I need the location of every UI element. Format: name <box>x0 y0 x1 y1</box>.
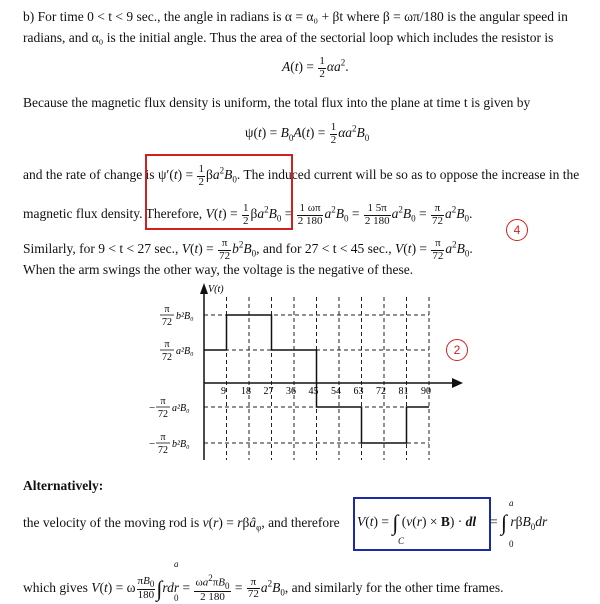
v-mid-equation: V(t) = $\frac{\pi}{72}$ $b^2B_0$ <box>181 237 257 262</box>
emf-result-equation: = ∫ rβB$_0$dr <box>490 510 548 535</box>
paragraph-8 <box>23 574 503 604</box>
y-axis-label: V(t) <box>208 284 224 295</box>
alt-heading: Alternatively: <box>23 478 104 493</box>
p6-text: When the arm swings the other way, the voltage is the negative of these. <box>23 262 414 277</box>
y-tick-minus-2: − <box>149 402 156 414</box>
annotation-circle-4: 4 <box>506 219 528 241</box>
flux-equation: $\psi(t) = B_0A(t)$ = $\frac{1}{2}$ $\alpha a^2B_0$ <box>245 121 370 146</box>
emf-upper-limit: a <box>509 498 514 508</box>
p1-line2-text: radians, and α₀ is the initial angle. Thus the area of the sectorial loop which includes the resistor is <box>23 30 554 45</box>
x-tick-label-0: 9 <box>221 386 226 397</box>
final-upper-limit: a <box>174 559 179 569</box>
y-tick-minus-3: − <box>149 438 156 450</box>
y-tick-tail-2: a²B₀ <box>172 403 190 414</box>
p2-text: Because the magnetic flux density is uniform, the total flux into the plane at time t is given by <box>23 95 531 110</box>
p7-start-text: the velocity of the moving rod is <box>23 515 200 530</box>
x-tick-label-8: 81 <box>398 386 409 397</box>
contour-label: C <box>398 536 405 546</box>
voltage-equation: V(t) = $\frac{1}{2}$ $\beta a^2B_0$ = $\frac{1 \omega\pi}{2 180}$ $a^2B_0$ = $\frac{1 5\pi}{2 180}$ $a^2B_0$ = $\frac{\pi}{72}$ $a^2B_0$. <box>205 202 473 227</box>
area-equation: A(t) = $\frac{1}{2}$ $\alpha a^2$. <box>282 55 349 80</box>
x-tick-label-3: 36 <box>286 386 296 397</box>
emf-lower-limit: 0 <box>509 539 514 549</box>
x-tick-label-5: 54 <box>331 386 341 397</box>
final-lower-limit: 0 <box>174 593 179 603</box>
y-tick-tail-3: b²B₀ <box>172 439 190 450</box>
y-tick-den-3: 72 <box>158 445 168 456</box>
x-axis-arrow <box>452 378 463 388</box>
p8-start-text: which gives <box>23 580 88 596</box>
y-axis-arrow <box>200 283 208 294</box>
y-tick-tail-0: b²B₀ <box>176 311 194 322</box>
p5-mid-text: , and for 27 < t < 45 sec., <box>256 241 392 257</box>
x-tick-label-4: 45 <box>308 386 319 397</box>
x-tick-label-2: 27 <box>263 386 274 397</box>
p5-start-text: Similarly, for 9 < t < 27 sec., <box>23 241 179 257</box>
y-tick-tail-1: a²B₀ <box>176 346 194 357</box>
emf-integral-equation: V(t) = ∫ (v(r) × B) · dl <box>357 510 477 535</box>
y-tick-den-0: 72 <box>162 317 172 328</box>
highlight-box-blue <box>353 497 491 551</box>
v-late-equation: V(t) = $\frac{\pi}{72}$ $a^2B_0$. <box>395 237 473 262</box>
y-tick-num-1: π <box>164 339 170 350</box>
y-tick-den-2: 72 <box>158 409 168 420</box>
x-tick-label-9: 90 <box>421 386 431 397</box>
p3-start-text: and the rate of change is <box>23 167 155 183</box>
paragraph-7 <box>23 516 340 533</box>
y-tick-den-1: 72 <box>162 352 172 363</box>
x-tick-label-6: 63 <box>353 386 364 397</box>
rate-equation: ψ′(t) = $\frac{1}{2}$ $\beta a^2B_0$ <box>157 163 237 188</box>
y-tick-num-0: π <box>164 304 170 315</box>
p1-line1-text: b) For time 0 < t < 9 sec., the angle in radians is α = α₀ + βt where β = ωπ/180 is the angular speed in <box>23 9 568 24</box>
velocity-equation: v(r) = rβâ$_\varphi$ <box>202 515 262 533</box>
p4-start-text: magnetic flux density. Therefore, <box>23 206 203 222</box>
y-tick-num-2: π <box>160 396 166 407</box>
final-equation: V(t) = ω $\frac{\pi B_0}{180}$ ∫rdr = $\frac{\omega a^2\pi B_0}{2 180}$ = $\frac{\pi}{72}$ $a^2B_0$ <box>91 573 285 604</box>
y-tick-num-3: π <box>160 432 166 443</box>
p3-mid-text: . The induced current will be so as to oppose the increase in the <box>236 167 580 183</box>
x-tick-label-1: 18 <box>241 386 251 397</box>
x-tick-label-7: 72 <box>376 386 386 397</box>
annotation-circle-2: 2 <box>446 339 468 361</box>
p7-mid-text: , and therefore <box>261 515 340 530</box>
p8-end-text: , and similarly for the other time frames. <box>284 580 504 596</box>
